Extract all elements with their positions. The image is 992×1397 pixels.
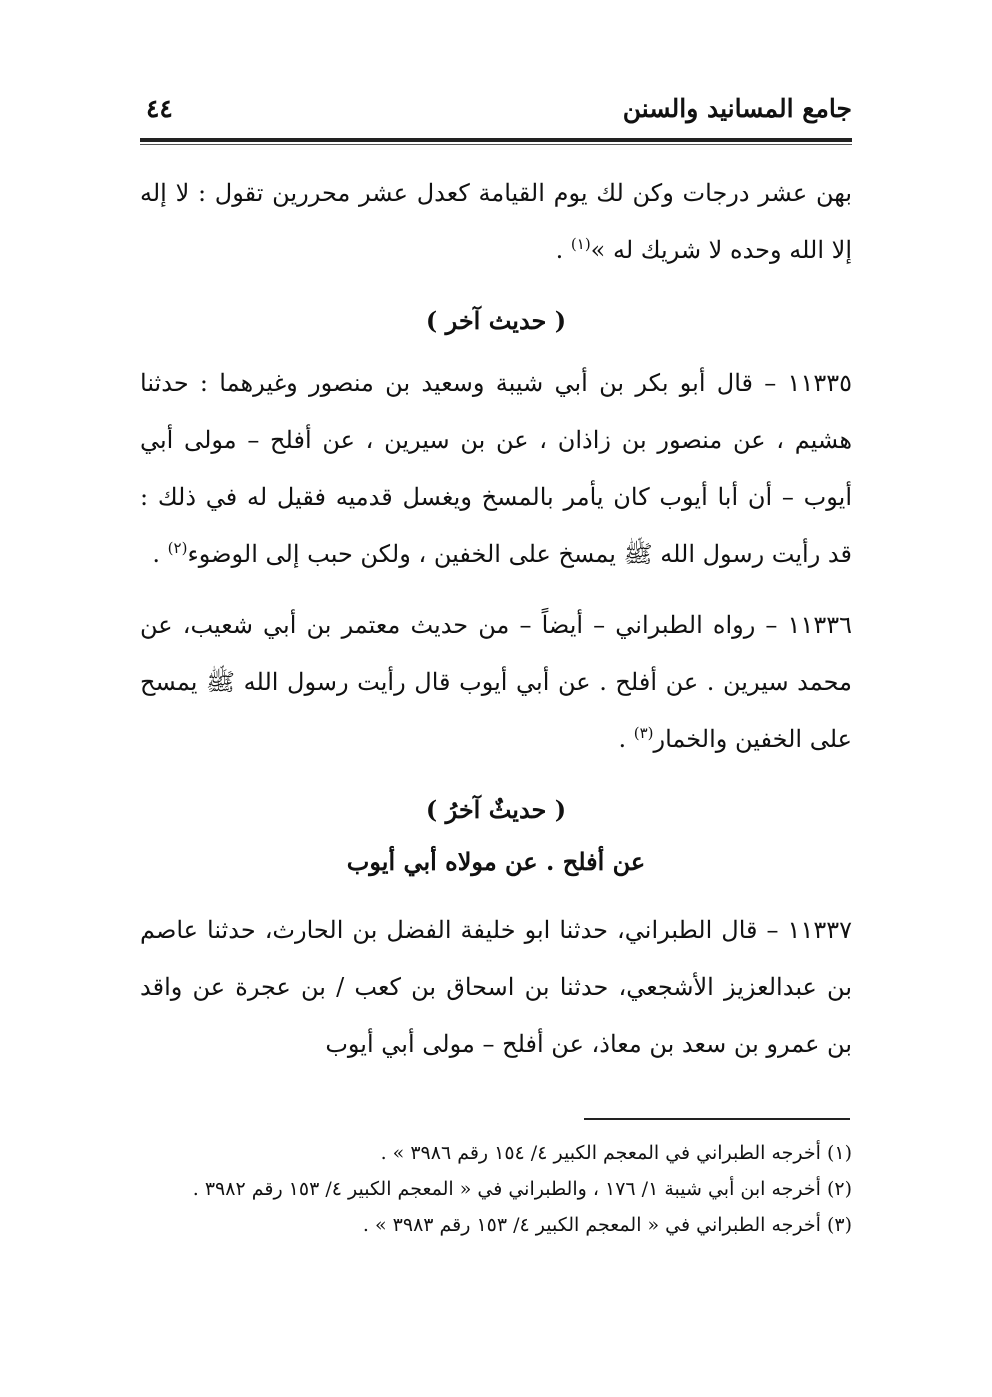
section-heading-1: ( حديث آخر ) xyxy=(425,306,567,335)
main-text xyxy=(140,165,852,1073)
paragraph-end: . xyxy=(555,236,571,264)
paragraph-text: بهن عشر درجات وكن لك يوم القيامة كعدل عشر محررين تقول : لا إله إلا الله وحده لا شريك له » xyxy=(140,179,852,264)
footnote-1: (١) أخرجه الطبراني في المعجم الكبير ٤/ ١٥٤ رقم ٣٩٨٦ » . xyxy=(380,1142,852,1164)
paragraph-text: ١١٣٣٥ – قال أبو بكر بن أبي شيبة وسعيد بن منصور وغيرهما : حدثنا هشيم ، عن منصور بن زاذان ، عن بن سيرين ، عن أفلح – مولى أبي أيوب – أن أبا أيوب كان يأمر بالمسخ ويغسل قدميه فقيل له في ذلك : قد رأيت رسول الله ﷺ يمسخ على الخفين ، ولكن حبب إلى الوضوء xyxy=(140,369,852,568)
footnotes xyxy=(140,1135,852,1243)
page-number: ٤٤ xyxy=(146,94,173,123)
footnote-ref-1: (١) xyxy=(570,235,591,253)
paragraph-end: . xyxy=(152,540,168,568)
footnote-rule xyxy=(584,1118,850,1120)
hadith-11335 xyxy=(140,355,852,583)
running-header xyxy=(140,92,852,136)
hadith-11337: ١١٣٣٧ – قال الطبراني، حدثنا ابو خليفة الفضل بن الحارث، حدثنا عاصم بن عبدالعزيز الأشجعي، حدثنا بن اسحاق بن كعب / بن عجرة عن واقد بن عمرو بن سعد بن معاذ، عن أفلح – مولى أبي أيوب xyxy=(140,916,852,1058)
section-heading-2: ( حديثٌ آخرُ ) xyxy=(425,795,567,824)
paragraph-end: . xyxy=(618,725,634,753)
section-subheading: عن أفلح . عن مولاه أبي أيوب xyxy=(346,847,646,876)
paragraph-text: ١١٣٣٦ – رواه الطبراني – أيضاً – من حديث معتمر بن أبي شعيب، عن محمد سيرين . عن أفلح . عن أبي أيوب قال رأيت رسول الله ﷺ يمسح على الخفين والخمار xyxy=(140,611,852,753)
header-rule xyxy=(140,138,852,142)
footnote-ref-3: (٣) xyxy=(633,724,654,742)
header-rule-thin xyxy=(140,144,852,145)
paragraph-continuation xyxy=(140,165,852,279)
footnote-2: (٢) أخرجه ابن أبي شيبة ١/ ١٧٦ ، والطبراني في « المعجم الكبير ٤/ ١٥٣ رقم ٣٩٨٢ . xyxy=(192,1178,852,1200)
book-title: جامع المسانيد والسنن xyxy=(622,94,852,123)
footnote-ref-2: (٢) xyxy=(167,539,188,557)
hadith-11336 xyxy=(140,597,852,768)
footnote-3: (٣) أخرجه الطبراني في « المعجم الكبير ٤/ ١٥٣ رقم ٣٩٨٣ » . xyxy=(362,1214,852,1236)
